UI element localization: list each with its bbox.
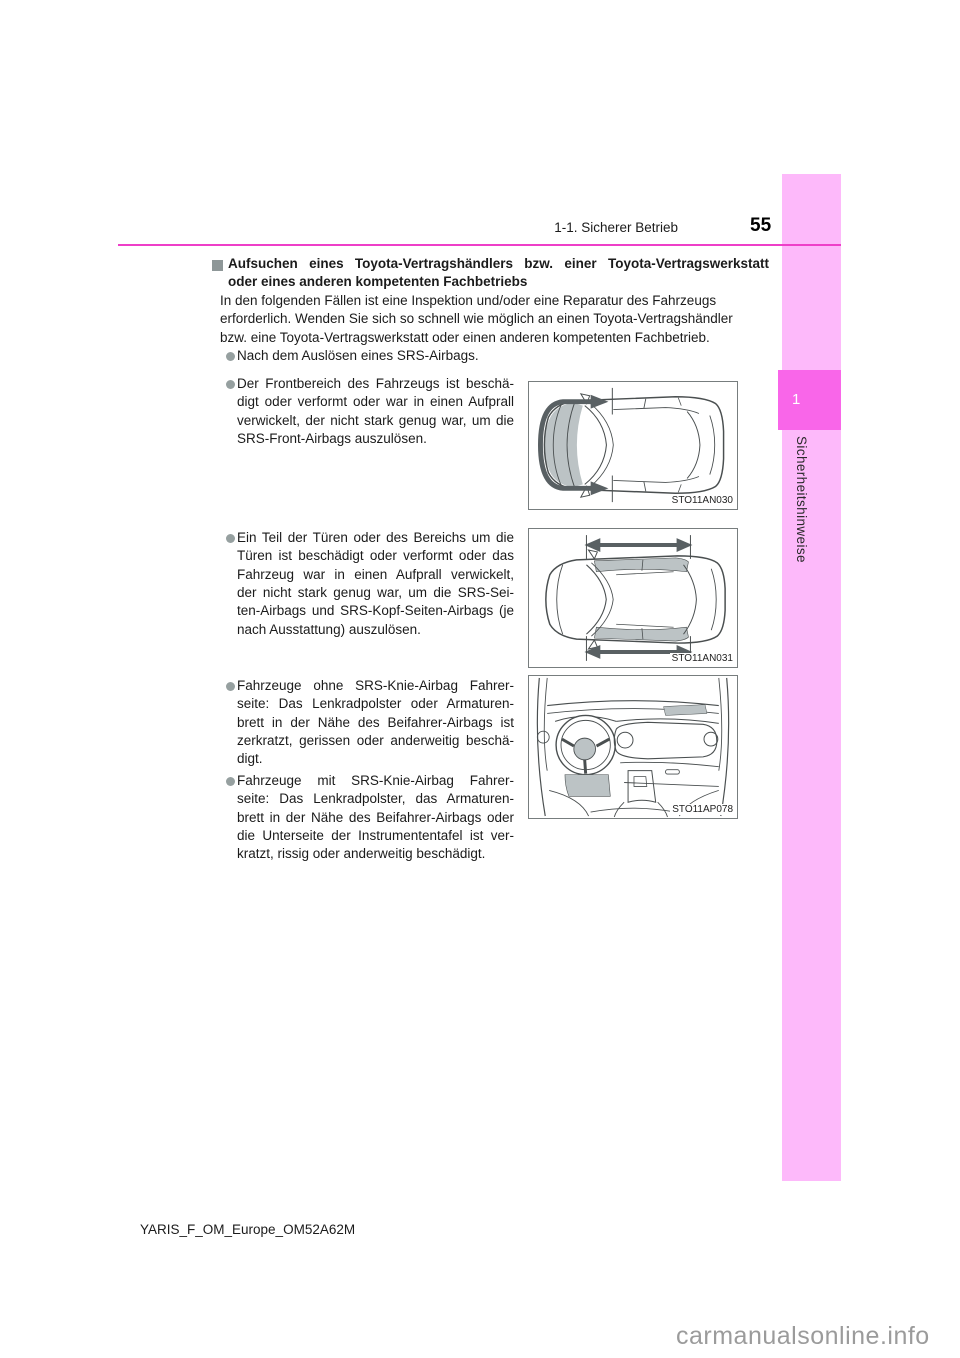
- list-item-line: kratzt, rissig oder anderweitig beschädigt.: [237, 846, 486, 862]
- list-item-line: digt.: [237, 751, 263, 767]
- list-item-line: seite: Das Lenkradpolster, das Armaturen-: [237, 791, 514, 807]
- list-item-line: zerkratzt, gerissen oder anderweitig beschä-: [237, 733, 514, 749]
- list-item-line: digt oder verformt oder war in einen Aufprall: [237, 394, 514, 410]
- list-item-line: Fahrzeug war in einen Aufprall verwickelt,: [237, 566, 514, 582]
- figure-front-impact: [528, 381, 738, 510]
- list-item: [237, 347, 514, 365]
- section-square-bullet-icon: [212, 260, 223, 271]
- list-item-line: verwickelt, der nicht stark genug war, um die: [237, 412, 514, 428]
- list-item-line: brett in der Nähe des Beifahrer-Airbags oder: [237, 809, 514, 825]
- heading-line: oder eines anderen kompetenten Fachbetriebs: [228, 274, 528, 290]
- heading-line: Aufsuchen eines Toyota-Vertragshändlers bzw. einer Toyota-Vertragswerkstatt: [228, 256, 769, 271]
- figure-code: STO11AN030: [671, 495, 733, 506]
- list-item: [237, 772, 514, 864]
- list-item-line: Fahrzeuge mit SRS-Knie-Airbag Fahrer-: [237, 773, 514, 788]
- list-item-line: Fahrzeuge ohne SRS-Knie-Airbag Fahrer-: [237, 678, 514, 693]
- figure-code: STO11AN031: [671, 653, 733, 664]
- circle-bullet-icon: [226, 352, 235, 361]
- figure-side-impact: [528, 528, 738, 668]
- watermark: carmanualsonline.info: [676, 1322, 930, 1350]
- chapter-title-vertical: Sicherheitshinweise: [794, 436, 809, 563]
- page-number: 55: [750, 215, 772, 236]
- list-item-line: SRS-Front-Airbags auszulösen.: [237, 431, 427, 447]
- list-item-line: brett in der Nähe des Beifahrer-Airbags ist: [237, 714, 514, 730]
- intro-paragraph: [220, 292, 780, 347]
- car-top-view-side-impact-illustration: [529, 529, 737, 667]
- circle-bullet-icon: [226, 682, 235, 691]
- circle-bullet-icon: [226, 777, 235, 786]
- dashboard-airbag-areas-illustration: [529, 676, 737, 818]
- chapter-tab-number: 1: [792, 391, 801, 408]
- list-item-line: Türen ist beschädigt oder verformt oder das: [237, 548, 514, 564]
- list-item: [237, 529, 514, 639]
- header-section-title: 1-1. Sicherer Betrieb: [554, 220, 678, 235]
- list-item: [237, 375, 514, 448]
- list-item-line: Ein Teil der Türen oder des Bereichs um die: [237, 530, 514, 545]
- list-item-line: Der Frontbereich des Fahrzeugs ist beschä-: [237, 376, 514, 391]
- circle-bullet-icon: [226, 534, 235, 543]
- intro-line: bzw. eine Toyota-Vertragswerkstatt oder einen anderen kompetenten Fachbetrieb.: [220, 329, 710, 345]
- car-top-view-front-impact-illustration: [529, 382, 737, 509]
- circle-bullet-icon: [226, 380, 235, 389]
- list-item-line: der nicht stark genug war, um die SRS-Sei-: [237, 585, 514, 601]
- intro-line: erforderlich. Wenden Sie sich so schnell wie möglich an einen Toyota-Vertragshändler: [220, 311, 733, 327]
- list-item-line: nach Ausstattung) auszulösen.: [237, 621, 421, 637]
- figure-code: STO11AP078: [672, 804, 733, 815]
- section-heading: [228, 255, 769, 292]
- list-item-line: die Unterseite der Instrumententafel ist ver-: [237, 828, 514, 844]
- sidebar-band: [782, 174, 841, 1181]
- list-item-line: Nach dem Auslösen eines SRS-Airbags.: [237, 348, 479, 363]
- header-rule: [118, 244, 841, 246]
- list-item: [237, 677, 514, 769]
- list-item-line: seite: Das Lenkradpolster oder Armaturen-: [237, 696, 514, 712]
- chapter-tab: [778, 370, 841, 430]
- footer-document-code: YARIS_F_OM_Europe_OM52A62M: [140, 1222, 356, 1237]
- list-item-line: ten-Airbags und SRS-Kopf-Seiten-Airbags (je: [237, 603, 514, 619]
- figure-dashboard: [528, 675, 738, 819]
- intro-line: In den folgenden Fällen ist eine Inspektion und/oder eine Reparatur des Fahrzeugs: [220, 293, 717, 308]
